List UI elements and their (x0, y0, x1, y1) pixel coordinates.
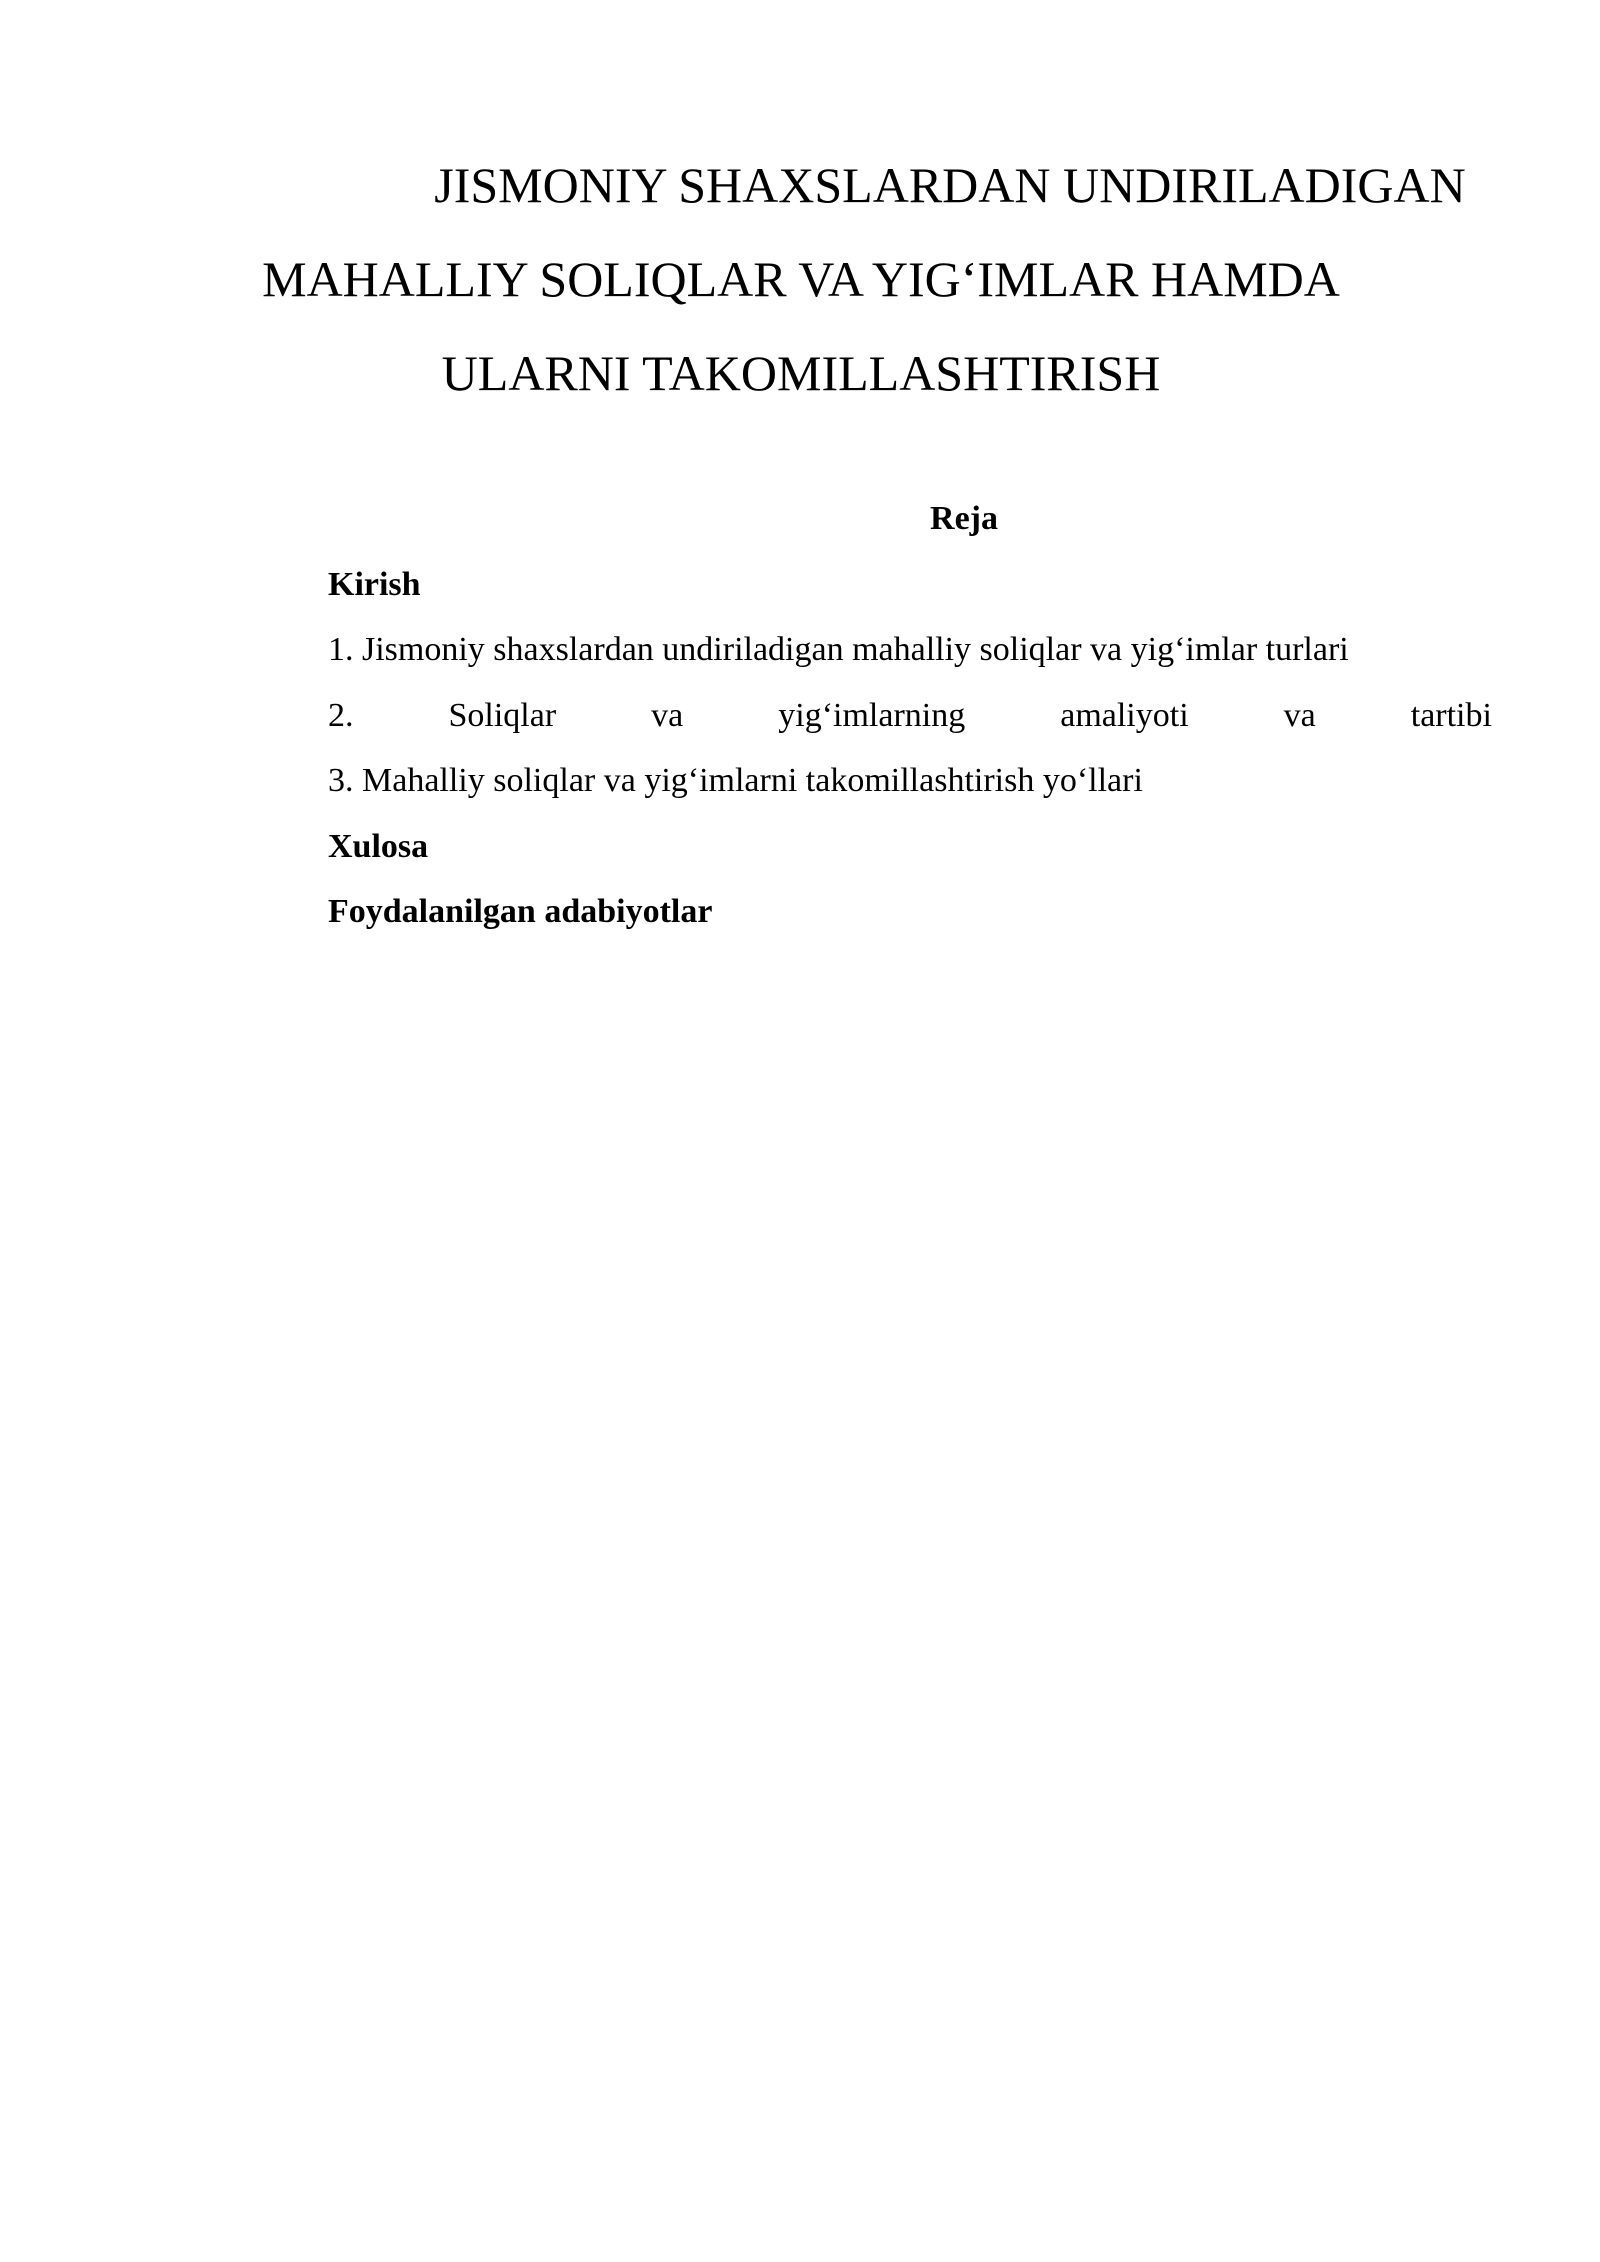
plan-conclusion: Xulosa (328, 827, 429, 865)
plan-item-3: 3. Mahalliy soliqlar va yig‘imlarni takomillashtirish yo‘llari (328, 762, 1143, 799)
plan-item-2-word: 2. (328, 696, 354, 734)
document-title (250, 138, 1470, 420)
title-line-1: JISMONIY SHAXSLARDAN UNDIRILADIGAN (434, 157, 1466, 213)
plan-item-2-word: va (1283, 696, 1316, 734)
plan-item-1: 1. Jismoniy shaxslardan undiriladigan mahalliy soliqlar va yig‘imlar turlari (328, 631, 1349, 668)
plan-item-2-word: tartibi (1410, 696, 1492, 734)
plan-references: Foydalanilgan adabiyotlar (328, 893, 713, 930)
plan-heading: Reja (930, 500, 998, 537)
plan-item-2 (328, 683, 1492, 749)
plan-item-2-word: Soliqlar (448, 696, 557, 734)
title-line-3: ULARNI TAKOMILLASHTIRISH (441, 345, 1161, 401)
plan-item-2-word: yig‘imlarning (778, 696, 966, 734)
plan-item-2-word: amaliyoti (1060, 696, 1189, 734)
plan-item-2-word: va (651, 696, 684, 734)
plan-intro: Kirish (328, 565, 421, 603)
title-line-2: MAHALLIY SOLIQLAR VA YIG‘IMLAR HAMDA (262, 251, 1340, 307)
plan-section (328, 486, 1492, 945)
